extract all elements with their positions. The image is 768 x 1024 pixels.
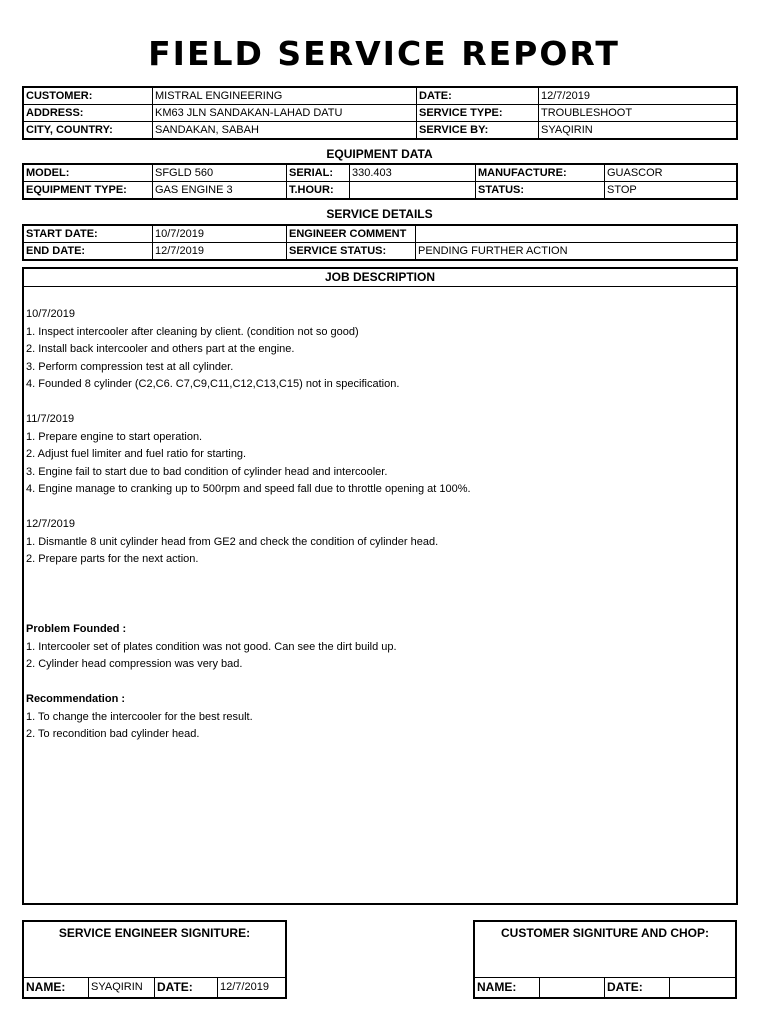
service-type-label: SERVICE TYPE: [417, 105, 539, 122]
service-status-value: PENDING FURTHER ACTION [416, 243, 737, 260]
address-label: ADDRESS: [24, 105, 153, 122]
job-day-3 [26, 516, 736, 569]
customer-signature-heading: CUSTOMER SIGNITURE AND CHOP: [500, 926, 709, 940]
job-line: 3. Engine fail to start due to bad condition of cylinder head and intercooler. [26, 465, 388, 478]
job-description-heading: JOB DESCRIPTION [24, 269, 736, 287]
job-line: 4. Founded 8 cylinder (C2,C6. C7,C9,C11,C12,C13,C15) not in specification. [26, 378, 400, 390]
service-type-value: TROUBLESHOOT [539, 105, 737, 122]
equipment-type-value: GAS ENGINE 3 [153, 182, 287, 199]
problem-line: 2. Cylinder head compression was very bad. [26, 658, 243, 670]
recommendation-line: 2. To recondition bad cylinder head. [26, 728, 200, 740]
job-line: 1. Prepare engine to start operation. [26, 430, 203, 443]
engineer-name-label: NAME: [24, 978, 89, 997]
customer-name-label: NAME: [475, 978, 540, 997]
city-label: CITY, COUNTRY: [24, 122, 153, 139]
job-day-2 [26, 411, 736, 499]
thour-label: T.HOUR: [287, 182, 350, 199]
start-date-label: START DATE: [24, 226, 153, 243]
job-description-box [22, 267, 738, 905]
date-label: DATE: [417, 88, 539, 105]
engineer-signature-row [24, 977, 285, 997]
job-line: 4. Engine manage to cranking up to 500rpm and speed fall due to throttle opening at 100%. [26, 483, 471, 495]
customer-label: CUSTOMER: [24, 88, 153, 105]
recommendation-heading: Recommendation : [26, 693, 126, 705]
job-line: 2. Adjust fuel limiter and fuel ratio for starting. [26, 448, 247, 460]
serial-label: SERIAL: [287, 165, 350, 182]
job-date: 12/7/2019 [26, 518, 75, 530]
manufacture-value: GUASCOR [605, 165, 737, 182]
customer-value: MISTRAL ENGINEERING [153, 88, 417, 105]
end-date-label: END DATE: [24, 243, 153, 260]
customer-name-value [540, 978, 605, 997]
job-day-1 [26, 306, 736, 394]
service-heading: SERVICE DETAILS [326, 207, 433, 221]
problem-line: 1. Intercooler set of plates condition was not good. Can see the dirt build up. [26, 640, 397, 653]
job-line: 2. Prepare parts for the next action. [26, 553, 199, 565]
recommendation-section [26, 691, 736, 744]
manufacture-label: MANUFACTURE: [476, 165, 605, 182]
job-line: 1. Dismantle 8 unit cylinder head from GE2 and check the condition of cylinder head. [26, 535, 439, 548]
serial-value: 330.403 [350, 165, 476, 182]
customer-signature-box [473, 920, 737, 999]
engineer-date-value: 12/7/2019 [220, 981, 269, 993]
start-date-value: 10/7/2019 [153, 226, 287, 243]
problem-section [26, 621, 736, 674]
thour-value [350, 182, 476, 199]
date-value: 12/7/2019 [539, 88, 737, 105]
customer-signature-row [475, 977, 735, 997]
engineer-date-label: DATE: [155, 978, 218, 997]
equipment-table [23, 164, 737, 199]
job-date: 11/7/2019 [26, 413, 75, 425]
job-date: 10/7/2019 [26, 308, 75, 320]
job-line: 3. Perform compression test at all cylinder. [26, 360, 234, 373]
job-line: 2. Install back intercooler and others part at the engine. [26, 343, 295, 355]
model-value: SFGLD 560 [153, 165, 287, 182]
engineer-comment-label: ENGINEER COMMENT [287, 226, 416, 243]
problem-heading: Problem Founded : [26, 623, 127, 635]
engineer-name-value: SYAQIRIN [89, 978, 155, 997]
city-value: SANDAKAN, SABAH [153, 122, 417, 139]
job-line: 1. Inspect intercooler after cleaning by client. (condition not so good) [26, 325, 359, 338]
service-by-label: SERVICE BY: [417, 122, 539, 139]
customer-table [23, 87, 737, 139]
engineer-signature-heading: SERVICE ENGINEER SIGNITURE: [58, 926, 251, 940]
service-by-value: SYAQIRIN [539, 122, 737, 139]
engineer-signature-box [22, 920, 287, 999]
status-value: STOP [605, 182, 737, 199]
job-description-body [24, 287, 736, 744]
recommendation-line: 1. To change the intercooler for the best result. [26, 710, 253, 723]
customer-date-label: DATE: [605, 978, 670, 997]
equipment-heading: EQUIPMENT DATA [326, 147, 433, 161]
equipment-type-label: EQUIPMENT TYPE: [24, 182, 153, 199]
spacer [26, 569, 736, 604]
model-label: MODEL: [24, 165, 153, 182]
address-value: KM63 JLN SANDAKAN-LAHAD DATU [153, 105, 417, 122]
engineer-comment-value [416, 226, 737, 243]
service-table [23, 225, 737, 260]
end-date-value: 12/7/2019 [153, 243, 287, 260]
customer-date-value [670, 978, 735, 997]
status-label: STATUS: [476, 182, 605, 199]
service-status-label: SERVICE STATUS: [287, 243, 416, 260]
report-title: FIELD SERVICE REPORT [148, 34, 620, 73]
